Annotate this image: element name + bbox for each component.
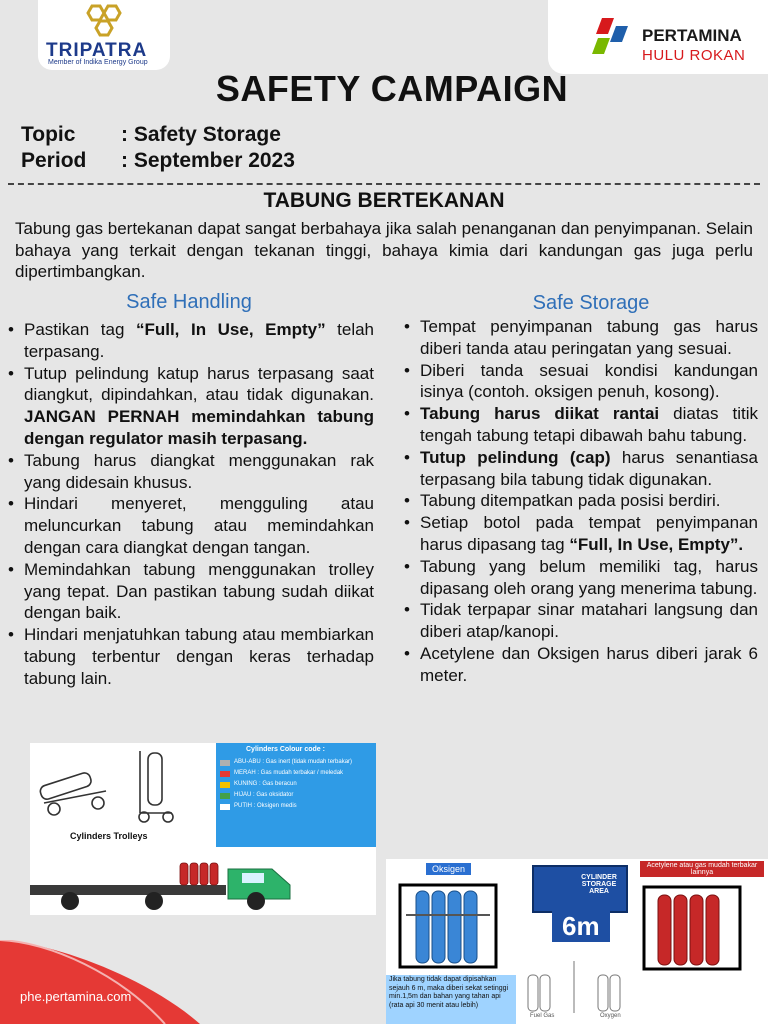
fuel-gas-label: Fuel Gas (530, 1013, 555, 1019)
list-item (8, 363, 374, 450)
distance-marker: 6m (552, 911, 610, 942)
list-item (404, 360, 758, 404)
separation-diagram (520, 951, 636, 1021)
emphasis-text: Tutup pelindung (cap) (420, 447, 611, 467)
footer-url[interactable]: phe.pertamina.com (20, 989, 132, 1004)
list-item (8, 493, 374, 558)
colour-swatch-icon (220, 782, 230, 788)
safe-handling-list (8, 319, 374, 690)
tripatra-subtitle: Member of Indika Energy Group (48, 59, 148, 66)
colour-swatch-icon (220, 804, 230, 810)
item-text: Diberi tanda sesuai kondisi kandungan isinya (contoh. oksigen penuh, kosong). (420, 360, 758, 402)
colour-code-row (220, 759, 374, 766)
item-text: Memindahkan tabung menggunakan trolley yang tepat. Dan pastikan tabung sudah diikat dengan baik. (24, 559, 374, 623)
colour-swatch-icon (220, 760, 230, 766)
acetylene-cylinders (642, 885, 742, 973)
safe-storage-list (404, 316, 758, 687)
trolley-illustration (36, 747, 196, 825)
pertamina-name: PERTAMINA (642, 26, 742, 45)
list-item (404, 643, 758, 687)
section-divider (8, 183, 760, 185)
trolley-caption: Cylinders Trolleys (70, 831, 148, 841)
pertamina-symbol-icon (588, 16, 632, 58)
storage-area-sign (532, 865, 628, 913)
colour-code-text: KUNING : Gas beracun (234, 781, 297, 787)
colour-code-text: HIJAU : Gas oksidator (234, 792, 294, 798)
separation-note: Jika tabung tidak dapat dipisahkan sejauh 6 m, maka diberi sekat setinggi min.1,5m dan bahan yang tahan api (rata api 30 menit atau lebih) (386, 975, 516, 1024)
item-text: Hindari menjatuhkan tabung atau membiarkan tabung terbentur dengan keras terhadap tabung lain. (24, 625, 374, 688)
pertamina-logo (548, 0, 768, 74)
topic-label: Topic (21, 123, 76, 146)
safe-handling-heading: Safe Handling (126, 291, 252, 313)
list-item (404, 556, 758, 600)
colour-code-row (220, 781, 374, 788)
list-item (8, 319, 374, 363)
colour-swatch-icon (220, 793, 230, 799)
truck-illustration (30, 849, 376, 915)
item-text: harus senantiasa terpasang bila tabung tidak digunakan. (420, 447, 758, 489)
colour-code-list (220, 759, 374, 814)
period-label: Period (21, 149, 87, 172)
oxygen-small-label: Oxygen (600, 1013, 621, 1019)
list-item (8, 559, 374, 624)
list-item (404, 490, 758, 512)
tripatra-hexagon-icon (76, 4, 132, 40)
intro-paragraph: Tabung gas bertekanan dapat sangat berbahaya jika salah penanganan dan penyimpanan. Selain bahaya yang terkait dengan tekanan tinggi, bahaya kimia dari kandungan gas juga perlu dipertimbangkan. (15, 219, 753, 281)
colour-code-text: ABU-ABU : Gas inert (tidak mudah terbakar) (234, 759, 353, 765)
tripatra-name: TRIPATRA (46, 40, 148, 61)
item-text: Acetylene dan Oksigen harus diberi jarak 6 meter. (420, 643, 758, 685)
acetylene-label: Acetylene atau gas mudah terbakar lainnya (640, 861, 764, 877)
topic-value: : Safety Storage (121, 123, 281, 146)
tripatra-logo (38, 0, 170, 70)
item-text: Tabung yang belum memiliki tag, harus dipasang oleh orang yang menerima tabung. (420, 556, 758, 598)
list-item (404, 599, 758, 643)
emphasis-text: “Full, In Use, Empty” (135, 320, 326, 339)
list-item (404, 447, 758, 491)
list-item (8, 624, 374, 689)
footer-red-graphic (0, 940, 200, 1024)
colour-code-row (220, 770, 374, 777)
emphasis-text: JANGAN PERNAH memindahkan tabung dengan regulator masih terpasang. (24, 407, 374, 448)
colour-code-title: Cylinders Colour code : (246, 746, 325, 753)
item-text: diatas titik tengah tabung tetapi dibawah bahu tabung. (420, 404, 758, 445)
list-item (404, 512, 758, 556)
list-item (404, 316, 758, 360)
item-text: Tempat penyimpanan tabung gas harus diberi tanda atau peringatan yang sesuai. (420, 317, 758, 358)
handling-figure (30, 743, 376, 915)
item-text: Tabung ditempatkan pada posisi berdiri. (420, 491, 721, 511)
safe-storage-heading: Safe Storage (532, 292, 650, 314)
emphasis-text: Tabung harus diikat rantai (420, 404, 660, 424)
storage-area-label: CYLINDER STORAGE AREA (581, 874, 617, 895)
page-title: SAFETY CAMPAIGN (215, 68, 569, 109)
colour-code-text: PUTIH : Oksigen medis (234, 803, 297, 809)
storage-figure (386, 859, 768, 1024)
item-text: Pastikan tag (24, 320, 136, 339)
pertamina-subtitle: HULU ROKAN (642, 47, 746, 64)
item-text: Tutup pelindung katup harus terpasang saat diangkut, dipindahkan, atau tidak digunakan. (24, 363, 374, 405)
list-item (8, 450, 374, 494)
colour-code-panel (216, 743, 376, 847)
colour-code-row (220, 792, 374, 799)
colour-swatch-icon (220, 771, 230, 777)
section-title: TABUNG BERTEKANAN (263, 189, 505, 212)
item-text: Hindari menyeret, mengguling atau meluncurkan tabung atau memindahkan dengan cara diangkat dengan tangan. (24, 494, 374, 557)
oxygen-label: Oksigen (426, 863, 471, 875)
item-text: Setiap botol pada tempat penyimpanan harus dipasang tag (420, 513, 758, 554)
item-text: Tabung harus diangkat menggunakan rak yang didesain khusus. (24, 450, 374, 492)
oxygen-cylinders (398, 881, 498, 973)
period-value: : September 2023 (121, 149, 295, 172)
colour-code-row (220, 803, 374, 810)
item-text: Tidak terpapar sinar matahari langsung dan diberi atap/kanopi. (420, 600, 758, 642)
emphasis-text: “Full, In Use, Empty”. (569, 534, 744, 554)
colour-code-text: MERAH : Gas mudah terbakar / meledak (234, 770, 344, 776)
item-text: telah terpasang. (24, 320, 375, 361)
list-item (404, 403, 758, 447)
